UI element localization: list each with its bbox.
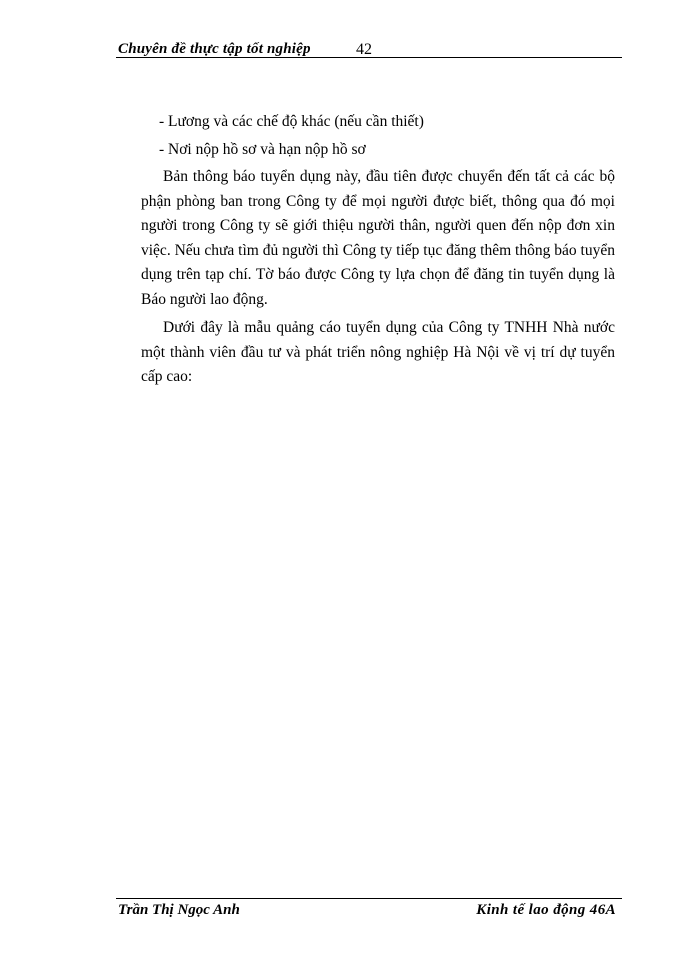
document-title: Chuyên đề thực tập tốt nghiệp	[118, 41, 311, 57]
footer-divider	[116, 898, 622, 899]
footer-author: Trần Thị Ngọc Anh	[118, 902, 240, 918]
body-paragraph: Dưới đây là mẫu quảng cáo tuyển dụng của Công ty TNHH Nhà nước một thành viên đầu tư và phát triển nông nghiệp Hà Nội về vị trí dự tuyển cấp cao:	[141, 319, 615, 385]
page-footer	[116, 898, 622, 922]
footer-class: Kinh tế lao động 46A	[476, 902, 616, 918]
page-header	[116, 38, 622, 60]
body-paragraph: Bản thông báo tuyển dụng này, đầu tiên được chuyển đến tất cả các bộ phận phòng ban trong Công ty để mọi người được biết, thông qua đó mọi người trong Công ty sẽ giới thiệu người thân, người quen đến nộp đơn xin việc. Nếu chưa tìm đủ người thì Công ty tiếp tục đăng thêm thông báo tuyển dụng trên tạp chí. Tờ báo được Công ty lựa chọn để đăng tin tuyển dụng là Báo người lao động.	[141, 168, 615, 308]
bullet-item: - Nơi nộp hồ sơ và hạn nộp hồ sơ	[159, 140, 366, 158]
header-divider	[116, 57, 622, 58]
page-body	[141, 110, 615, 394]
page-number: 42	[356, 41, 372, 58]
bullet-item: - Lương và các chế độ khác (nếu cần thiết)	[159, 113, 424, 130]
